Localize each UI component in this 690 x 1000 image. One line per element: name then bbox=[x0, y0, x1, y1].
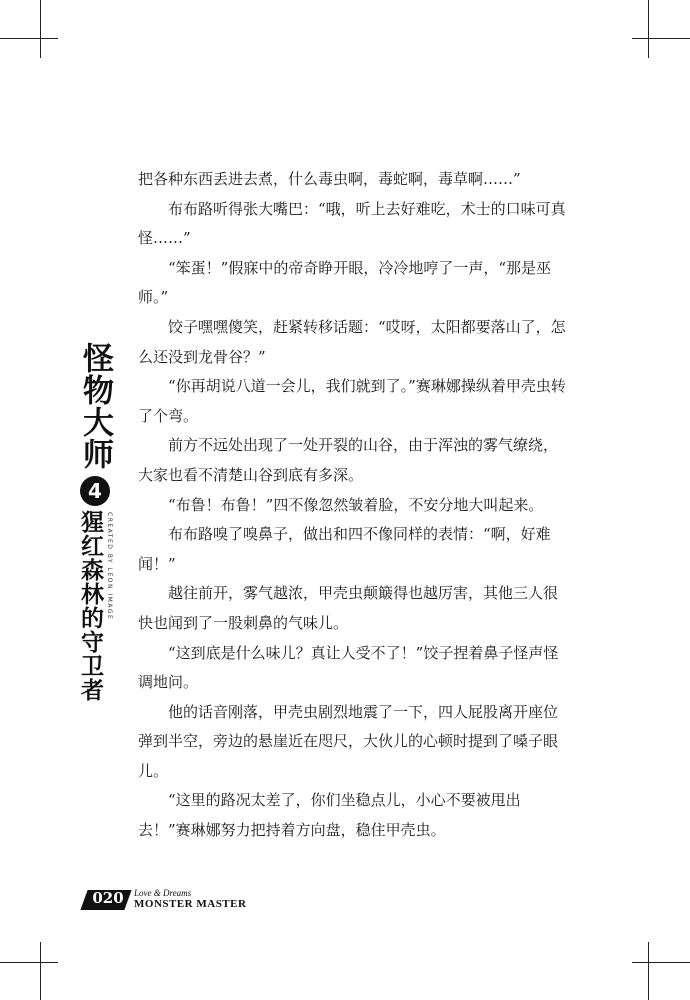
paragraph: 越往前开，雾气越浓，甲壳虫颠簸得也越厉害，其他三人很快也闻到了一股刺鼻的气味儿。 bbox=[138, 584, 559, 632]
book-subtitle: 猩红森林的守卫者 bbox=[77, 510, 103, 702]
paragraph: “布鲁！布鲁！”四不像忽然皱着脸，不安分地大叫起来。 bbox=[168, 495, 544, 514]
paragraph: “这里的路况太差了，你们坐稳点儿，小心不要被甩出去！”赛琳娜努力把持着方向盘，稳住甲壳虫。 bbox=[138, 791, 521, 840]
paragraph: “这到底是什么味儿？真让人受不了！”饺子捏着鼻子怪声怪调地问。 bbox=[138, 643, 559, 692]
crop-mark bbox=[648, 942, 649, 1000]
subtitle-block bbox=[77, 510, 113, 702]
crop-mark bbox=[648, 0, 649, 58]
credit-line: CREATED BY LEON IMAGE bbox=[106, 512, 113, 621]
paragraph: 布布路听得张大嘴巴：“哦，听上去好难吃，术士的口味可真怪……” bbox=[138, 199, 566, 248]
crop-mark bbox=[0, 38, 58, 39]
paragraph: 前方不远处出现了一处开裂的山谷，由于浑浊的雾气缭绕，大家也看不清楚山谷到底有多深。 bbox=[138, 436, 559, 484]
book-title: 怪物大师 bbox=[77, 342, 113, 470]
body-text bbox=[138, 165, 568, 846]
crop-mark bbox=[40, 942, 41, 1000]
crop-mark bbox=[632, 962, 690, 963]
crop-mark bbox=[0, 962, 58, 963]
book-name: MONSTER MASTER bbox=[134, 898, 247, 910]
volume-badge: 4 bbox=[80, 476, 110, 506]
side-title bbox=[76, 342, 114, 702]
series-name: Love & Dreams bbox=[134, 888, 192, 898]
page-number: 020 bbox=[92, 889, 124, 907]
page-footer bbox=[84, 884, 254, 916]
paragraph: 布布路嗅了嗅鼻子，做出和四不像同样的表情：“啊，好难闻！” bbox=[138, 525, 551, 573]
paragraph: 把各种东西丢进去煮，什么毒虫啊，毒蛇啊，毒草啊……” bbox=[138, 170, 521, 188]
paragraph: 饺子嘿嘿傻笑，赶紧转移话题：“哎呀，太阳都要落山了，怎么还没到龙骨谷？” bbox=[138, 317, 566, 366]
crop-mark bbox=[632, 38, 690, 39]
crop-mark bbox=[40, 0, 41, 58]
paragraph: “你再胡说八道一会儿，我们就到了。”赛琳娜操纵着甲壳虫转了个弯。 bbox=[138, 377, 566, 425]
paragraph: “笨蛋！”假寐中的帝奇睁开眼，冷冷地哼了一声，“那是巫师。” bbox=[138, 258, 552, 307]
paragraph: 他的话音刚落，甲壳虫剧烈地震了一下，四人屁股离开座位弹到半空，旁边的悬崖近在咫尺，大伙儿的心顿时提到了嗓子眼儿。 bbox=[138, 702, 559, 780]
